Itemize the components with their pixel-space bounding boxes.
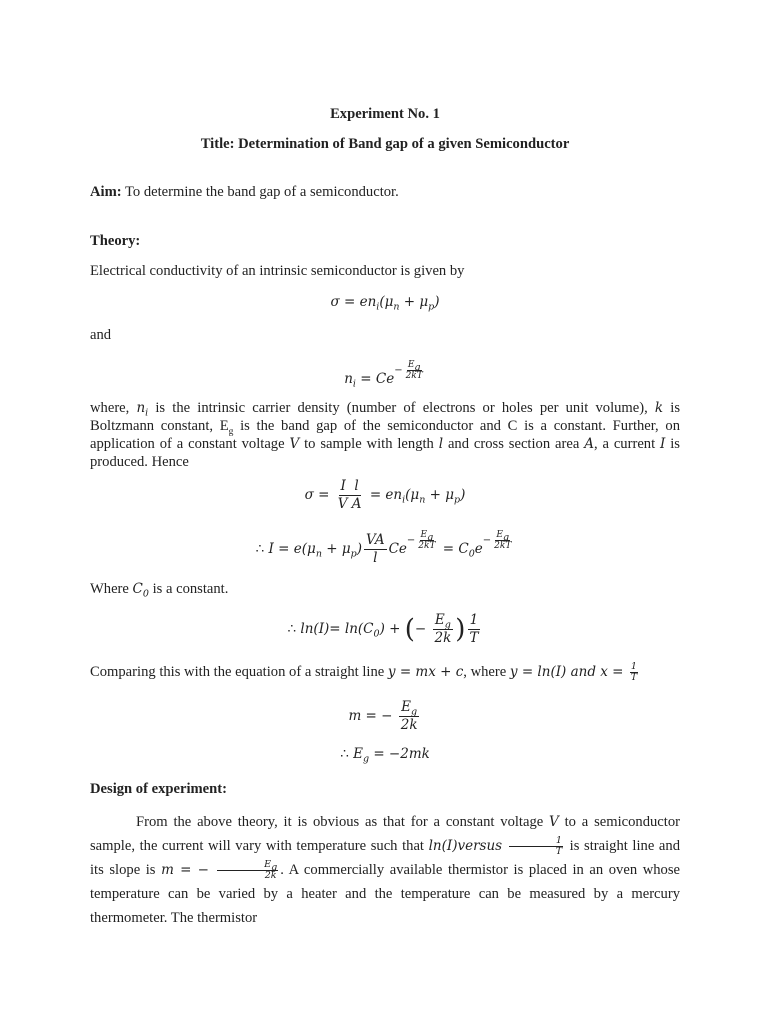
carrier-density-equation: $n_i = Ce-$ $\frac{E_g}{2kT}$ <box>344 360 423 390</box>
current-equation: ∴ $I = e(\mu_n + \mu_p)$ $\frac{VA}{l}$ Ce− $\frac{E_g}{2kT}$ = $C_0e-$ $\frac{E_g}{2kT}$ <box>255 530 512 566</box>
aim-text: To determine the band gap of a semiconductor. <box>121 184 399 200</box>
experiment-number: Experiment No. 1 <box>330 106 440 122</box>
design-heading: Design of experiment: <box>90 781 227 797</box>
theory-intro: Electrical conductivity of an intrinsic semiconductor is given by <box>90 263 465 279</box>
band-gap-equation: ∴ $E_g = -2mk$ <box>340 746 430 765</box>
aim-label: Aim: <box>90 184 122 200</box>
log-current-equation: ∴ $\ln(I)= \ln(C_0)$ + (− $\frac{E_g}{2k}$ ) $\frac{1}{T}$ <box>287 612 479 646</box>
c0-constant-text: Where $C_0$ is a constant. <box>90 581 229 600</box>
aim-paragraph <box>90 183 680 201</box>
document-title: Title: Determination of Band gap of a given Semiconductor <box>200 136 570 152</box>
sigma-ohm-equation: σ = $\frac{\text{I l}}{\text{V A}}$ = $en_i(\mu_n + \mu_p)$ <box>304 478 466 512</box>
slope-equation: m = − $\frac{E_g}{2k}$ <box>348 699 418 733</box>
straight-line-comparison: Comparing this with the equation of a straight line y = mx + c, where y = ln(I) and x = $\frac{1}{T}$ <box>90 661 638 683</box>
and-text: and <box>90 327 112 343</box>
theory-heading: Theory: <box>90 233 141 249</box>
design-paragraph: From the above theory, it is obvious as that for a constant voltage V to a semiconductor sample, the current will vary with temperature such that ln(I)versus $\frac{1}{T}$ is straight line and its slope is m = − $\frac{E_g}{2k}$ . A commercially available thermistor is placed in an oven whose temperature can be varied by a heater and the temperature can be measured by a mercury thermometer. The thermistor <box>90 814 680 926</box>
where-paragraph: where, $n_i$ is the intrinsic carrier density (number of electrons or holes per unit volume), k is Boltzmann constant, $E_g$ is the band gap of the semiconductor and C is a constant. Further, on application of a constant voltage V to sample with length l and cross section area A, a current I is produced. Hence <box>90 400 681 470</box>
conductivity-equation: $\sigma = en_i(\mu_n + \mu_p)$ <box>330 294 440 313</box>
